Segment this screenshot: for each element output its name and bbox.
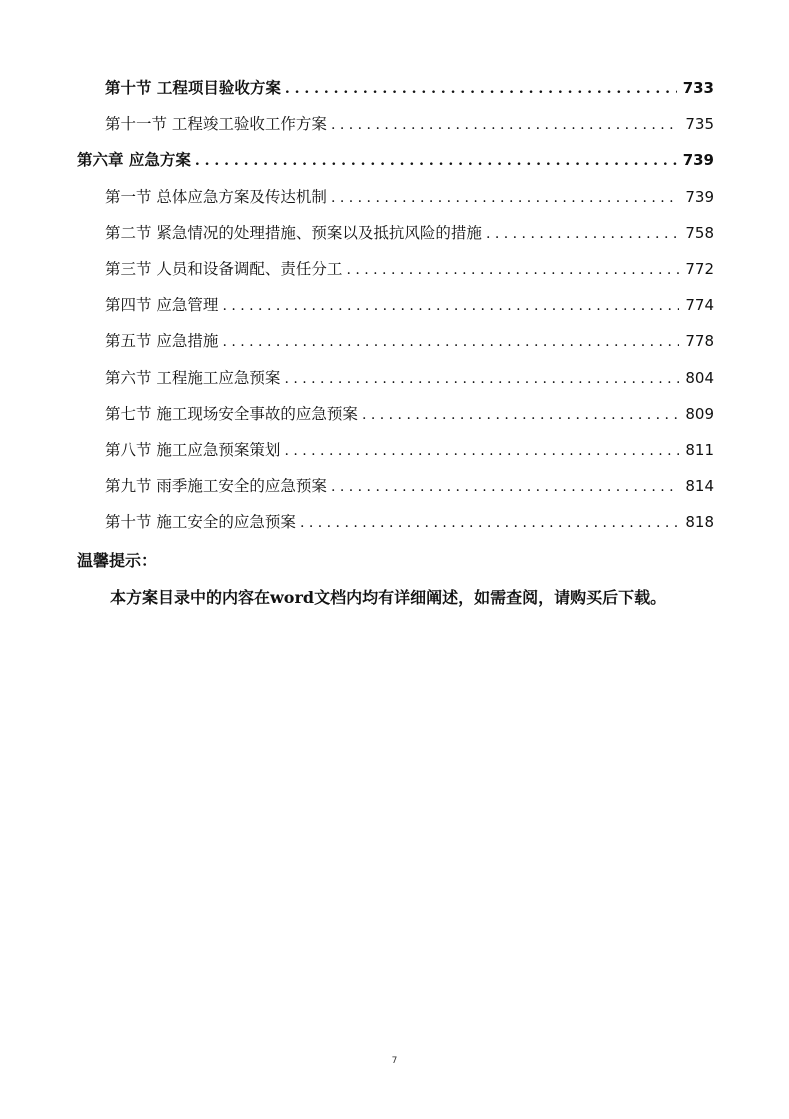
toc-entry[interactable] <box>77 323 714 359</box>
toc-leader-dots <box>331 107 679 143</box>
toc-entry[interactable] <box>77 287 714 323</box>
toc-leader-dots <box>222 324 679 360</box>
toc-entry-title: 第十一节 工程竣工验收工作方案 <box>105 115 327 134</box>
toc-entry-title: 第十节 施工安全的应急预案 <box>105 513 296 532</box>
toc-leader-dots <box>331 180 679 216</box>
table-of-contents <box>77 70 714 540</box>
toc-entry-title: 第二节 紧急情况的处理措施、预案以及抵抗风险的措施 <box>105 223 482 242</box>
toc-entry[interactable] <box>77 106 714 142</box>
toc-leader-dots <box>222 288 679 324</box>
toc-entry-title: 第七节 施工现场安全事故的应急预案 <box>105 404 358 423</box>
toc-entry[interactable] <box>77 251 714 287</box>
toc-entry-title: 第三节 人员和设备调配、责任分工 <box>105 259 343 278</box>
toc-entry[interactable] <box>77 360 714 396</box>
toc-entry[interactable] <box>77 142 714 178</box>
toc-entry[interactable] <box>77 468 714 504</box>
toc-entry-title: 第五节 应急措施 <box>105 332 219 351</box>
toc-entry[interactable] <box>77 432 714 468</box>
toc-entry-title: 第六章 应急方案 <box>77 150 191 170</box>
toc-entry[interactable] <box>77 504 714 540</box>
toc-entry-page: 772 <box>685 259 714 278</box>
tip-title: 温馨提示： <box>77 551 158 570</box>
toc-entry[interactable] <box>77 179 714 215</box>
tip-body: 本方案目录中的内容在word文档内均有详细阐述，如需查阅，请购买后下载。 <box>110 588 667 607</box>
toc-entry-page: 811 <box>685 440 714 459</box>
toc-leader-dots <box>285 71 677 107</box>
toc-leader-dots <box>331 469 679 505</box>
toc-leader-dots <box>362 397 679 433</box>
toc-entry-page: 735 <box>685 115 714 134</box>
toc-entry-page: 814 <box>685 477 714 496</box>
toc-entry-title: 第八节 施工应急预案策划 <box>105 440 281 459</box>
toc-entry[interactable] <box>77 396 714 432</box>
toc-entry-title: 第一节 总体应急方案及传达机制 <box>105 187 327 206</box>
toc-entry-page: 739 <box>682 151 714 170</box>
toc-entry-page: 739 <box>685 187 714 206</box>
toc-entry-page: 758 <box>685 223 714 242</box>
toc-entry-title: 第四节 应急管理 <box>105 296 219 315</box>
toc-entry-page: 818 <box>685 513 714 532</box>
toc-entry-page: 804 <box>685 368 714 387</box>
toc-entry[interactable] <box>77 70 714 106</box>
toc-entry-title: 第十节 工程项目验收方案 <box>105 78 281 97</box>
page-number: 7 <box>391 1056 398 1066</box>
toc-leader-dots <box>195 143 677 179</box>
toc-entry-page: 778 <box>685 332 714 351</box>
toc-entry-title: 第六节 工程施工应急预案 <box>105 368 281 387</box>
toc-entry-page: 809 <box>685 404 714 423</box>
toc-leader-dots <box>284 361 679 397</box>
toc-entry-page: 774 <box>685 296 714 315</box>
toc-entry-title: 第九节 雨季施工安全的应急预案 <box>105 477 327 496</box>
toc-leader-dots <box>300 505 679 541</box>
toc-leader-dots <box>284 433 679 469</box>
toc-leader-dots <box>486 216 679 252</box>
toc-leader-dots <box>346 252 679 288</box>
toc-entry[interactable] <box>77 215 714 251</box>
toc-entry-page: 733 <box>682 79 714 97</box>
